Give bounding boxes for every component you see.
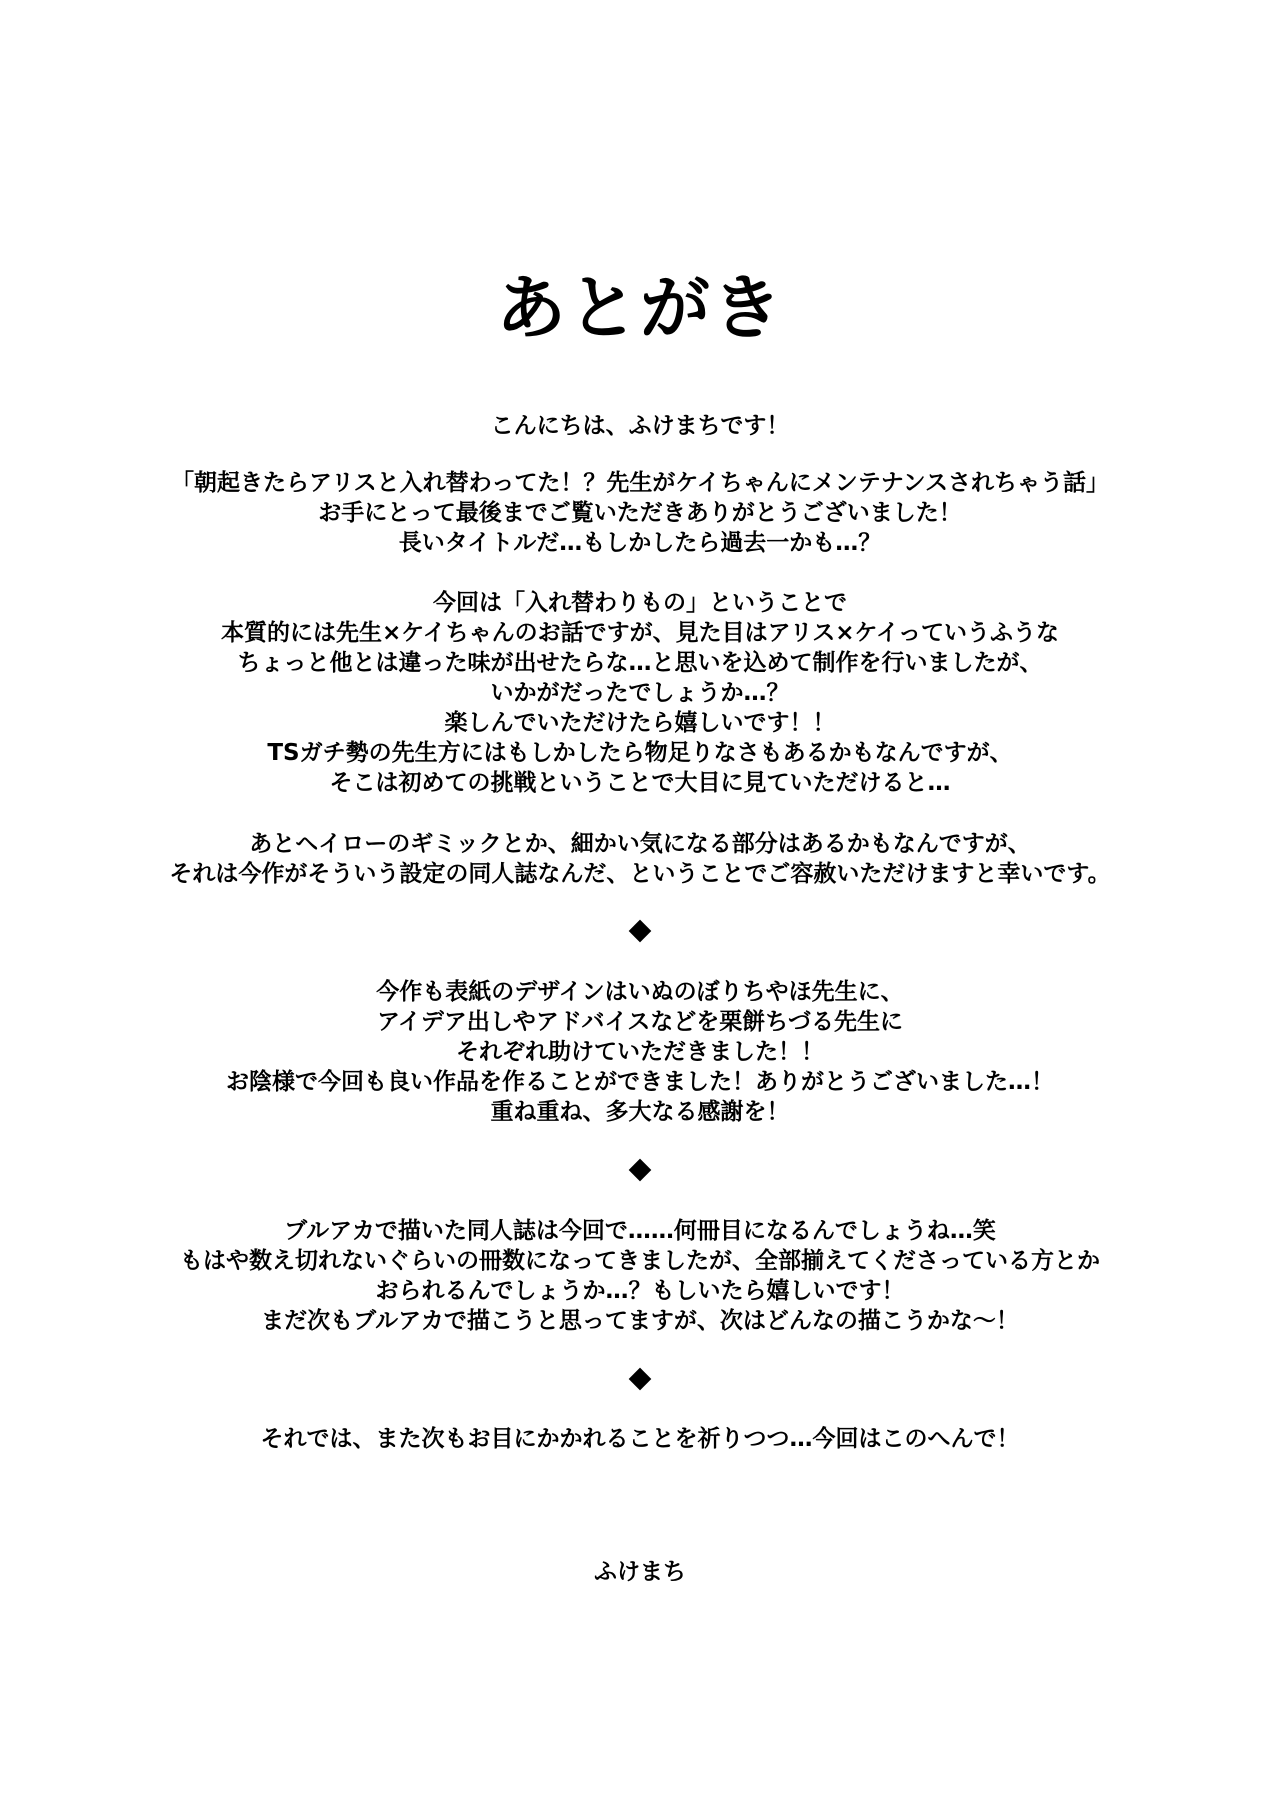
- text-line: それは今作がそういう設定の同人誌なんだ、ということでご容赦いただけますと幸いです。: [169, 861, 1111, 887]
- text-line: アイデア出しやアドバイスなどを栗餅ちづる先生に: [376, 1009, 903, 1035]
- text-line: あとヘイローのギミックとか、細かい気になる部分はあるかもなんですが、: [249, 831, 1031, 857]
- page-title: あとがき: [496, 267, 784, 349]
- text-line: 「朝起きたらアリスと入れ替わってた！？先生がケイちゃんにメンテナンスされちゃう話」: [171, 470, 1109, 496]
- text-line: 重ね重ね、多大なる感謝を！: [490, 1099, 790, 1125]
- text-line: 本質的には先生×ケイちゃんのお話ですが、見た目はアリス×ケイっていうふうな: [220, 620, 1060, 646]
- text-line: いかがだったでしょうか…？: [490, 680, 790, 706]
- text-line: 楽しんでいただけたら嬉しいです！！: [444, 710, 836, 736]
- text-line: TSガチ勢の先生方にはもしかしたら物足りなさもあるかもなんですが、: [267, 740, 1013, 766]
- text-line: ちょっと他とは違った味が出せたらな…と思いを込めて制作を行いましたが、: [237, 650, 1043, 676]
- text-line: ブルアカで描いた同人誌は今回で……何冊目になるんでしょうね…笑: [284, 1218, 996, 1244]
- text-line: それでは、また次もお目にかかれることを祈りつつ…今回はこのへんで！: [260, 1426, 1020, 1452]
- text-line: お手にとって最後までご覧いただきありがとうございました！: [318, 500, 962, 526]
- text-line: 今回は「入れ替わりもの」ということで: [433, 590, 847, 616]
- text-line: おられるんでしょうか…？もしいたら嬉しいです！: [375, 1278, 905, 1304]
- text-line: 長いタイトルだ…もしかしたら過去一かも…？: [398, 530, 882, 556]
- diamond-separator-icon: [629, 1368, 652, 1391]
- text-line: そこは初めての挑戦ということで大目に見ていただけると…: [329, 770, 951, 796]
- greeting-line: こんにちは、ふけまちです！: [490, 413, 790, 439]
- signature: ふけまち: [594, 1559, 686, 1585]
- text-line: 今作も表紙のデザインはいぬのぼりちやほ先生に、: [376, 979, 904, 1005]
- diamond-separator-icon: [629, 920, 652, 943]
- text-line: それぞれ助けていただきました！！: [456, 1039, 824, 1065]
- text-line: もはや数え切れないぐらいの冊数になってきましたが、全部揃えてくださっている方とか: [180, 1248, 1100, 1274]
- text-line: お陰様で今回も良い作品を作ることができました！ありがとうございました…！: [226, 1069, 1054, 1095]
- text-line: まだ次もブルアカで描こうと思ってますが、次はどんなの描こうかな～！: [261, 1308, 1019, 1334]
- diamond-separator-icon: [629, 1159, 652, 1182]
